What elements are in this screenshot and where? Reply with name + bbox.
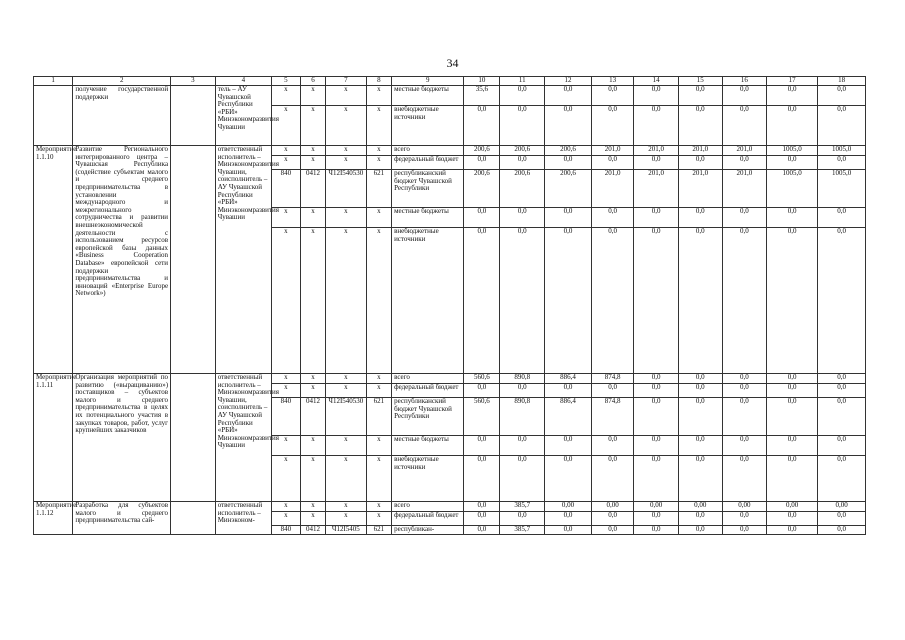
header-cell: 9 — [392, 77, 464, 86]
value-cell: 0,0 — [591, 512, 634, 526]
code-cell-c5: 840 — [272, 526, 301, 535]
value-cell: 0,0 — [818, 456, 866, 502]
value-cell: 886,4 — [545, 374, 592, 384]
responsible-executor: ответственный исполнитель – Минэкономразвития Чувашии, соисполнитель – АУ Чувашской Республики «РБИ» Минэкономразвития Чувашии — [215, 146, 271, 374]
code-cell-c5: x — [272, 86, 301, 106]
value-cell: 886,4 — [545, 398, 592, 436]
value-cell: 0,0 — [591, 86, 634, 106]
code-cell-c6: x — [300, 502, 326, 512]
code-cell-c7: Ч12I5405 — [326, 526, 366, 535]
code-cell-c7: Ч12I540530 — [326, 170, 366, 208]
value-cell: 200,6 — [464, 146, 500, 156]
activity-id — [34, 86, 73, 146]
activity-description: Организация мероприятий по развитию («выращиванию») поставщиков – субъектов малого и среднего предпринимательства в целях их потенциального участия в закупках товаров, работ, услуг крупнейших заказчиков — [73, 374, 171, 502]
code-cell-c8: x — [366, 502, 392, 512]
table-row — [34, 502, 866, 512]
value-cell: 0,0 — [500, 512, 545, 526]
value-cell: 0,0 — [722, 384, 767, 398]
value-cell: 0,00 — [545, 502, 592, 512]
code-cell-c7: x — [326, 106, 366, 146]
value-cell: 0,0 — [591, 106, 634, 146]
value-cell: 0,0 — [678, 86, 722, 106]
code-cell-c8: x — [366, 156, 392, 170]
value-cell: 0,0 — [722, 526, 767, 535]
value-cell: 0,0 — [464, 228, 500, 374]
value-cell: 0,0 — [818, 86, 866, 106]
value-cell: 0,0 — [591, 156, 634, 170]
code-cell-c6: 0412 — [300, 170, 326, 208]
value-cell: 200,6 — [464, 170, 500, 208]
funding-source: внебюджетные источники — [392, 456, 464, 502]
code-cell-c6: x — [300, 156, 326, 170]
value-cell: 0,0 — [545, 512, 592, 526]
funding-source: местные бюджеты — [392, 436, 464, 456]
value-cell: 0,0 — [767, 86, 818, 106]
value-cell: 0,0 — [500, 228, 545, 374]
code-cell-c8: x — [366, 86, 392, 106]
value-cell: 0,0 — [464, 456, 500, 502]
value-cell: 201,0 — [722, 170, 767, 208]
value-cell: 0,0 — [818, 228, 866, 374]
value-cell: 0,00 — [767, 502, 818, 512]
code-cell-c6: x — [300, 146, 326, 156]
value-cell: 0,0 — [634, 106, 679, 146]
value-cell: 0,0 — [678, 106, 722, 146]
code-cell-c7: x — [326, 456, 366, 502]
value-cell: 0,0 — [634, 156, 679, 170]
funding-source: внебюджетные источники — [392, 106, 464, 146]
value-cell: 1005,0 — [767, 170, 818, 208]
value-cell: 0,0 — [634, 384, 679, 398]
header-cell: 11 — [500, 77, 545, 86]
value-cell: 0,0 — [500, 156, 545, 170]
table-row — [34, 86, 866, 106]
code-cell-c6: x — [300, 512, 326, 526]
code-cell-c8: x — [366, 146, 392, 156]
value-cell: 0,0 — [678, 398, 722, 436]
code-cell-c8: 621 — [366, 398, 392, 436]
code-cell-c5: x — [272, 384, 301, 398]
value-cell: 874,8 — [591, 398, 634, 436]
header-cell: 13 — [591, 77, 634, 86]
code-cell-c6: x — [300, 456, 326, 502]
value-cell: 0,0 — [591, 228, 634, 374]
value-cell: 0,0 — [545, 384, 592, 398]
empty-cell — [171, 502, 216, 535]
value-cell: 1005,0 — [818, 170, 866, 208]
code-cell-c5: x — [272, 502, 301, 512]
value-cell: 0,0 — [767, 156, 818, 170]
funding-source: местные бюджеты — [392, 208, 464, 228]
activity-description: получение государственной поддержки — [73, 86, 171, 146]
value-cell: 201,0 — [591, 146, 634, 156]
value-cell: 0,0 — [634, 526, 679, 535]
code-cell-c5: 840 — [272, 170, 301, 208]
code-cell-c8: 621 — [366, 526, 392, 535]
value-cell: 0,0 — [722, 106, 767, 146]
code-cell-c8: x — [366, 512, 392, 526]
value-cell: 0,0 — [545, 208, 592, 228]
header-cell: 12 — [545, 77, 592, 86]
value-cell: 0,0 — [722, 208, 767, 228]
code-cell-c8: x — [366, 228, 392, 374]
funding-source: всего — [392, 502, 464, 512]
value-cell: 0,0 — [678, 374, 722, 384]
activity-id: Мероприятие 1.1.11 — [34, 374, 73, 502]
code-cell-c8: x — [366, 106, 392, 146]
code-cell-c8: x — [366, 456, 392, 502]
value-cell: 0,0 — [591, 526, 634, 535]
value-cell: 0,0 — [818, 526, 866, 535]
responsible-executor: ответственный исполнитель – Минэкономразвития Чувашии, соисполнитель – АУ Чувашской Республики «РБИ» Минэкономразвития Чувашии — [215, 374, 271, 502]
budget-table — [33, 76, 866, 535]
value-cell: 0,0 — [678, 156, 722, 170]
funding-source: всего — [392, 374, 464, 384]
value-cell: 0,0 — [722, 86, 767, 106]
code-cell-c6: x — [300, 228, 326, 374]
code-cell-c8: x — [366, 208, 392, 228]
value-cell: 560,6 — [464, 398, 500, 436]
code-cell-c7: x — [326, 384, 366, 398]
value-cell: 200,6 — [545, 170, 592, 208]
value-cell: 0,0 — [634, 398, 679, 436]
value-cell: 0,0 — [678, 228, 722, 374]
value-cell: 0,0 — [464, 436, 500, 456]
funding-source: республиканский бюджет Чувашской Республики — [392, 170, 464, 208]
value-cell: 0,0 — [767, 208, 818, 228]
code-cell-c5: x — [272, 208, 301, 228]
code-cell-c5: x — [272, 456, 301, 502]
value-cell: 0,0 — [545, 106, 592, 146]
value-cell: 0,0 — [464, 502, 500, 512]
value-cell: 0,0 — [678, 384, 722, 398]
code-cell-c6: x — [300, 208, 326, 228]
empty-cell — [171, 86, 216, 146]
value-cell: 0,0 — [500, 208, 545, 228]
funding-source: федеральный бюджет — [392, 512, 464, 526]
code-cell-c5: 840 — [272, 398, 301, 436]
header-cell: 4 — [215, 77, 271, 86]
value-cell: 0,0 — [678, 512, 722, 526]
header-cell: 2 — [73, 77, 171, 86]
code-cell-c5: x — [272, 228, 301, 374]
value-cell: 0,0 — [591, 456, 634, 502]
funding-source: всего — [392, 146, 464, 156]
code-cell-c6: 0412 — [300, 398, 326, 436]
value-cell: 0,0 — [545, 228, 592, 374]
value-cell: 0,0 — [464, 512, 500, 526]
code-cell-c8: x — [366, 436, 392, 456]
value-cell: 560,6 — [464, 374, 500, 384]
value-cell: 0,0 — [464, 384, 500, 398]
value-cell: 0,0 — [464, 156, 500, 170]
code-cell-c7: Ч12I540530 — [326, 398, 366, 436]
value-cell: 0,0 — [500, 86, 545, 106]
value-cell: 0,0 — [500, 106, 545, 146]
value-cell: 0,0 — [767, 512, 818, 526]
empty-cell — [171, 374, 216, 502]
code-cell-c5: x — [272, 106, 301, 146]
value-cell: 0,00 — [722, 502, 767, 512]
code-cell-c6: x — [300, 384, 326, 398]
value-cell: 0,0 — [591, 384, 634, 398]
value-cell: 0,0 — [818, 436, 866, 456]
funding-source: федеральный бюджет — [392, 384, 464, 398]
funding-source: республикан- — [392, 526, 464, 535]
value-cell: 0,0 — [767, 384, 818, 398]
value-cell: 201,0 — [591, 170, 634, 208]
code-cell-c7: x — [326, 502, 366, 512]
responsible-executor: ответственный исполнитель – Минэконом- — [215, 502, 271, 535]
value-cell: 201,0 — [634, 146, 679, 156]
value-cell: 0,0 — [634, 456, 679, 502]
value-cell: 0,0 — [678, 436, 722, 456]
value-cell: 0,0 — [818, 208, 866, 228]
value-cell: 0,0 — [722, 228, 767, 374]
activity-description: Разработка для субъектов малого и среднего предпринимательства сай- — [73, 502, 171, 535]
value-cell: 0,0 — [464, 208, 500, 228]
header-cell: 6 — [300, 77, 326, 86]
value-cell: 0,0 — [545, 526, 592, 535]
value-cell: 0,0 — [722, 374, 767, 384]
value-cell: 0,00 — [591, 502, 634, 512]
value-cell: 0,0 — [464, 106, 500, 146]
value-cell: 0,00 — [634, 502, 679, 512]
value-cell: 201,0 — [722, 146, 767, 156]
value-cell: 0,0 — [767, 398, 818, 436]
activity-description: Развитие Регионального интегрированного центра – Чувашская Республика (содействие субъектам малого и среднего предпринимательства в установлении международного и межрегионального сотрудничества и развитии внешнеэкономической деятельности с использованием ресурсов европейской базы данных «Business Cooperation Database» европейской сети поддержки предпринимательства и инноваций «Enterprise Europe Network») — [73, 146, 171, 374]
value-cell: 0,0 — [545, 436, 592, 456]
value-cell: 0,0 — [591, 436, 634, 456]
value-cell: 0,0 — [767, 526, 818, 535]
responsible-executor: тель – АУ Чувашской Республики «РБИ» Минэкономразвития Чувашии — [215, 86, 271, 146]
value-cell: 890,8 — [500, 374, 545, 384]
value-cell: 0,0 — [634, 228, 679, 374]
value-cell: 0,0 — [767, 374, 818, 384]
funding-source: республиканский бюджет Чувашской Республики — [392, 398, 464, 436]
code-cell-c6: x — [300, 436, 326, 456]
funding-source: федеральный бюджет — [392, 156, 464, 170]
activity-id: Мероприятие 1.1.12 — [34, 502, 73, 535]
empty-cell — [171, 146, 216, 374]
value-cell: 0,0 — [722, 398, 767, 436]
code-cell-c8: x — [366, 384, 392, 398]
code-cell-c6: x — [300, 374, 326, 384]
value-cell: 0,0 — [818, 106, 866, 146]
value-cell: 0,0 — [634, 436, 679, 456]
value-cell: 0,0 — [818, 374, 866, 384]
funding-source: местные бюджеты — [392, 86, 464, 106]
value-cell: 0,0 — [634, 374, 679, 384]
code-cell-c5: x — [272, 512, 301, 526]
header-cell: 18 — [818, 77, 866, 86]
value-cell: 0,0 — [591, 208, 634, 228]
code-cell-c7: x — [326, 146, 366, 156]
header-cell: 10 — [464, 77, 500, 86]
value-cell: 201,0 — [634, 170, 679, 208]
header-cell: 15 — [678, 77, 722, 86]
value-cell: 0,00 — [818, 502, 866, 512]
code-cell-c5: x — [272, 156, 301, 170]
value-cell: 0,0 — [545, 456, 592, 502]
value-cell: 0,0 — [634, 208, 679, 228]
value-cell: 0,0 — [818, 384, 866, 398]
table-row — [34, 374, 866, 384]
value-cell: 1005,0 — [818, 146, 866, 156]
header-cell: 17 — [767, 77, 818, 86]
value-cell: 890,8 — [500, 398, 545, 436]
value-cell: 874,8 — [591, 374, 634, 384]
value-cell: 0,0 — [818, 398, 866, 436]
header-cell: 14 — [634, 77, 679, 86]
code-cell-c7: x — [326, 436, 366, 456]
value-cell: 385,7 — [500, 502, 545, 512]
value-cell: 0,0 — [678, 526, 722, 535]
header-cell: 5 — [272, 77, 301, 86]
value-cell: 0,0 — [500, 456, 545, 502]
value-cell: 0,0 — [545, 86, 592, 106]
code-cell-c7: x — [326, 374, 366, 384]
value-cell: 0,0 — [722, 436, 767, 456]
value-cell: 0,0 — [722, 456, 767, 502]
code-cell-c7: x — [326, 228, 366, 374]
value-cell: 385,7 — [500, 526, 545, 535]
code-cell-c5: x — [272, 374, 301, 384]
header-cell: 3 — [171, 77, 216, 86]
value-cell: 0,0 — [500, 384, 545, 398]
value-cell: 0,0 — [767, 106, 818, 146]
funding-source: внебюджетные источники — [392, 228, 464, 374]
value-cell: 35,6 — [464, 86, 500, 106]
value-cell: 0,0 — [634, 512, 679, 526]
value-cell: 1005,0 — [767, 146, 818, 156]
value-cell: 0,0 — [634, 86, 679, 106]
code-cell-c7: x — [326, 512, 366, 526]
header-cell: 8 — [366, 77, 392, 86]
value-cell: 0,0 — [464, 526, 500, 535]
value-cell: 0,0 — [722, 512, 767, 526]
value-cell: 200,6 — [500, 170, 545, 208]
value-cell: 0,0 — [678, 208, 722, 228]
value-cell: 0,0 — [767, 456, 818, 502]
value-cell: 0,0 — [767, 436, 818, 456]
code-cell-c8: 621 — [366, 170, 392, 208]
value-cell: 0,0 — [818, 512, 866, 526]
value-cell: 0,0 — [767, 228, 818, 374]
header-cell: 7 — [326, 77, 366, 86]
table-row — [34, 146, 866, 156]
value-cell: 0,0 — [818, 156, 866, 170]
code-cell-c7: x — [326, 156, 366, 170]
value-cell: 0,00 — [678, 502, 722, 512]
header-cell: 1 — [34, 77, 73, 86]
value-cell: 0,0 — [500, 436, 545, 456]
code-cell-c6: x — [300, 86, 326, 106]
activity-id: Мероприятие 1.1.10 — [34, 146, 73, 374]
value-cell: 200,6 — [500, 146, 545, 156]
code-cell-c5: x — [272, 436, 301, 456]
code-cell-c7: x — [326, 86, 366, 106]
page-number: 34 — [446, 56, 459, 70]
value-cell: 0,0 — [678, 456, 722, 502]
code-cell-c6: x — [300, 106, 326, 146]
value-cell: 201,0 — [678, 146, 722, 156]
value-cell: 0,0 — [545, 156, 592, 170]
code-cell-c5: x — [272, 146, 301, 156]
code-cell-c7: x — [326, 208, 366, 228]
code-cell-c6: 0412 — [300, 526, 326, 535]
code-cell-c8: x — [366, 374, 392, 384]
header-cell: 16 — [722, 77, 767, 86]
value-cell: 200,6 — [545, 146, 592, 156]
value-cell: 0,0 — [722, 156, 767, 170]
value-cell: 201,0 — [678, 170, 722, 208]
